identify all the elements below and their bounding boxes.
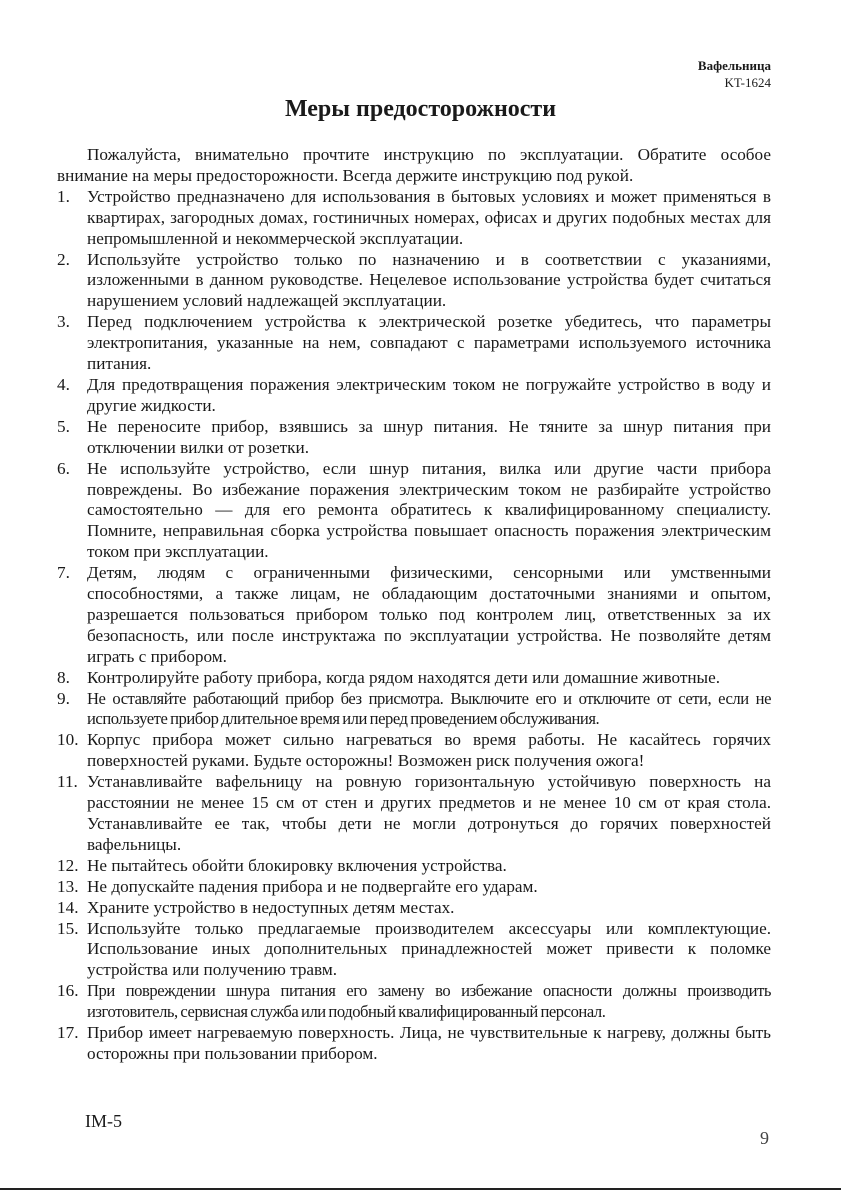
page-title: Меры предосторожности bbox=[284, 96, 557, 122]
list-item bbox=[57, 981, 771, 1023]
list-item bbox=[57, 668, 771, 689]
safety-rules-list bbox=[57, 187, 771, 1065]
list-item-text: Для предотвращения поражения электрическим током не погружайте устройство в воду и другие жидкости. bbox=[87, 374, 771, 415]
list-item-number: 10. bbox=[57, 730, 79, 750]
list-item bbox=[57, 856, 771, 877]
list-item bbox=[57, 877, 771, 898]
list-item-text: Перед подключением устройства к электрической розетке убедитесь, что параметры электропитания, указанные на нем, совпадают с параметрами используемого источника питания. bbox=[87, 312, 771, 374]
list-item bbox=[57, 730, 771, 772]
list-item bbox=[57, 459, 771, 564]
list-item bbox=[57, 689, 771, 731]
list-item-number: 15. bbox=[57, 918, 79, 938]
list-item-number: 3. bbox=[57, 312, 70, 332]
list-item bbox=[57, 187, 771, 250]
list-item-number: 11. bbox=[57, 772, 78, 792]
list-item-text: Не используйте устройство, если шнур питания, вилка или другие части прибора повреждены. Во избежание поражения электрическим током не разбирайте устройство самостоятельно — для его ремонта обратитесь к квалифицированному специалисту. Помните, неправильная сборка устройства повышает опасность поражения электрическим током при эксплуатации. bbox=[87, 458, 771, 562]
list-item bbox=[57, 417, 771, 459]
document-code: IM-5 bbox=[85, 1111, 122, 1131]
list-item-text: При повреждении шнура питания его замену во избежание опасности должны производить изготовитель, сервисная служба или подобный квалифицированный персонал. bbox=[87, 981, 771, 1022]
list-item bbox=[57, 919, 771, 982]
list-item-number: 7. bbox=[57, 563, 70, 583]
list-item-number: 9. bbox=[57, 688, 70, 708]
list-item-number: 1. bbox=[57, 186, 70, 206]
intro-paragraph: Пожалуйста, внимательно прочтите инструкцию по эксплуатации. Обратите особое внимание на меры предосторожности. Всегда держите инструкцию под рукой. bbox=[57, 145, 771, 185]
safety-content bbox=[57, 145, 771, 1065]
list-item-number: 5. bbox=[57, 416, 70, 436]
list-item bbox=[57, 563, 771, 668]
list-item-number: 13. bbox=[57, 876, 79, 896]
list-item-number: 12. bbox=[57, 855, 79, 875]
list-item bbox=[57, 898, 771, 919]
list-item-text: Не переносите прибор, взявшись за шнур питания. Не тяните за шнур питания при отключении вилки от розетки. bbox=[87, 416, 771, 457]
bottom-divider bbox=[0, 1188, 841, 1190]
list-item-text: Детям, людям с ограниченными физическими, сенсорными или умственными способностями, а также лицам, не обладающим достаточными знаниями и опытом, разрешается пользоваться прибором только под контролем лиц, ответственных за их безопасность, или после инструктажа по эксплуатации устройства. Не позволяйте детям играть с прибором. bbox=[87, 563, 771, 666]
list-item bbox=[57, 772, 771, 856]
list-item-number: 4. bbox=[57, 374, 70, 394]
list-item-text: Устройство предназначено для использования в бытовых условиях и может применяться в квартирах, загородных домах, гостиничных номерах, офисах и других подобных местах для непромышленной и некоммерческой эксплуатации. bbox=[87, 186, 771, 248]
list-item-text: Прибор имеет нагреваемую поверхность. Лица, не чувствительные к нагреву, должны быть осторожны при пользовании прибором. bbox=[87, 1023, 771, 1063]
list-item-number: 2. bbox=[57, 249, 70, 269]
list-item-text: Контролируйте работу прибора, когда рядом находятся дети или домашние животные. bbox=[87, 667, 721, 687]
list-item bbox=[57, 250, 771, 313]
list-item bbox=[57, 1023, 771, 1065]
list-item-number: 17. bbox=[57, 1023, 79, 1043]
list-item-text: Используйте устройство только по назначению и в соответствии с указаниями, изложенными в данном руководстве. Нецелевое использование устройства будет считаться нарушением условий надлежащей эксплуатации. bbox=[87, 249, 771, 311]
page-header bbox=[698, 57, 771, 91]
list-item-number: 6. bbox=[57, 458, 70, 478]
model-number: KT-1624 bbox=[724, 75, 771, 90]
list-item-number: 8. bbox=[57, 667, 70, 687]
list-item-number: 14. bbox=[57, 897, 79, 917]
list-item bbox=[57, 312, 771, 375]
list-item-text: Не допускайте падения прибора и не подвергайте его ударам. bbox=[87, 876, 538, 896]
page-number: 9 bbox=[760, 1128, 769, 1148]
list-item-text: Используйте только предлагаемые производителем аксессуары или комплектующие. Использование иных дополнительных принадлежностей может привести к поломке устройства или получению травм. bbox=[87, 918, 771, 980]
list-item-text: Не оставляйте работающий прибор без присмотра. Выключите его и отключите от сети, если не используете прибор длительное время или перед проведением обслуживания. bbox=[87, 688, 771, 729]
list-item bbox=[57, 375, 771, 417]
list-item-text: Не пытайтесь обойти блокировку включения устройства. bbox=[87, 855, 507, 875]
list-item-number: 16. bbox=[57, 981, 79, 1001]
list-item-text: Храните устройство в недоступных детям местах. bbox=[87, 897, 455, 917]
product-name: Вафельница bbox=[697, 58, 771, 73]
list-item-text: Корпус прибора может сильно нагреваться во время работы. Не касайтесь горячих поверхностей руками. Будьте осторожны! Возможен риск получения ожога! bbox=[87, 730, 771, 771]
list-item-text: Устанавливайте вафельницу на ровную горизонтальную устойчивую поверхность на расстоянии не менее 15 см от стен и других предметов и не менее 10 см от края стола. Устанавливайте ее так, чтобы дети не могли дотронуться до горячих поверхностей вафельницы. bbox=[87, 772, 771, 854]
